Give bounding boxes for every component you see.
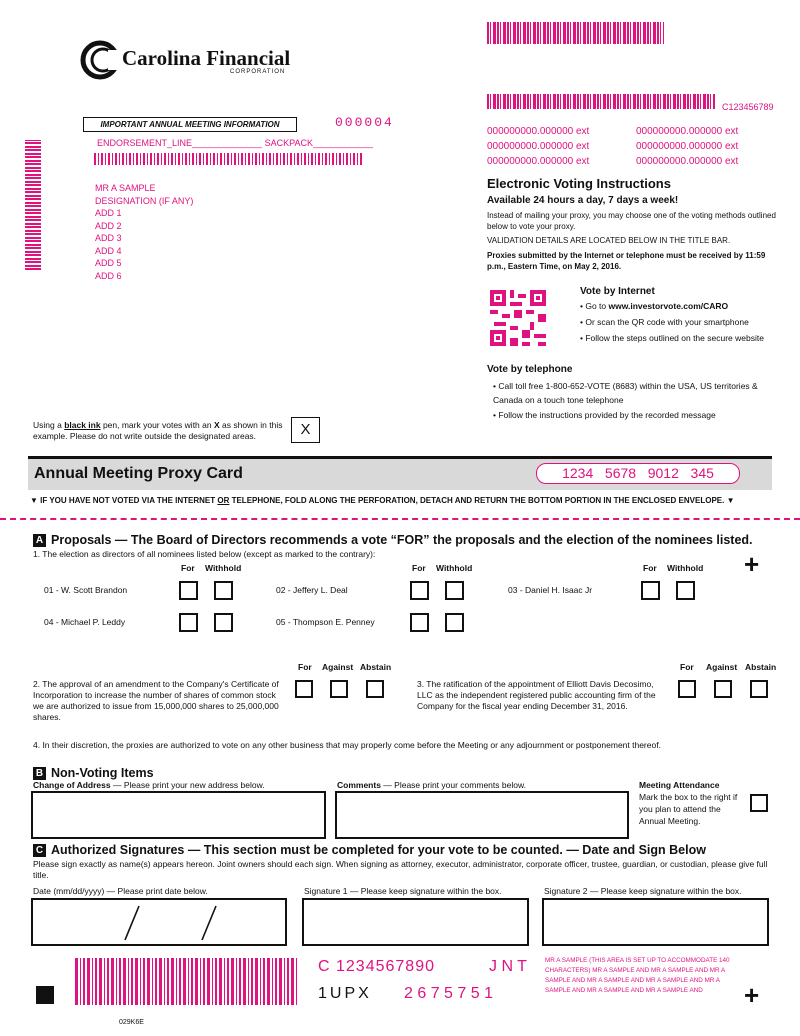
section-c-header [33, 841, 706, 859]
address-line: MR A SAMPLE [95, 183, 156, 193]
form-code: 029K6E [119, 1019, 144, 1026]
date-slash-icon [33, 900, 285, 944]
for-head: For [643, 563, 657, 573]
abstain-head: Abstain [360, 662, 392, 672]
ext-code: 000000000.000000 ext [636, 126, 739, 137]
ext-code: 000000000.000000 ext [636, 156, 739, 167]
for-head: For [181, 563, 195, 573]
comments-label: Comments — Please print your comments below. [337, 780, 526, 790]
meeting-attendance [639, 780, 744, 827]
validation-code [536, 463, 740, 484]
important-box [83, 117, 297, 132]
withhold-checkbox[interactable] [676, 581, 695, 600]
fold-instruction: ▼ IF YOU HAVE NOT VOTED VIA THE INTERNET OR TELEPHONE, FOLD ALONG THE PERFORATION, DETACH AND RETURN THE BOTTOM PORTION IN THE ENCLOSED ENVELOPE. ▼ [30, 496, 735, 505]
logo-name: Carolina Financial [122, 46, 291, 70]
down-arrow-icon: ▼ [726, 496, 735, 505]
abstain-checkbox[interactable] [366, 680, 384, 698]
nominee-label: 02 - Jeffery L. Deal [276, 585, 348, 595]
footer-barcode [75, 958, 297, 1005]
internet-step: • Or scan the QR code with your smartphone [580, 317, 790, 327]
voting-intro: Instead of mailing your proxy, you may choose one of the voting methods outlined below to vote your proxy. [487, 211, 776, 231]
plus-register-mark: + [744, 980, 760, 1010]
postal-barcode [94, 153, 362, 165]
address-block [95, 182, 193, 282]
voting-deadline: Proxies submitted by the Internet or telephone must be received by 11:59 p.m., Eastern Time, on May 2, 2016. [487, 251, 766, 271]
for-head: For [298, 662, 312, 672]
footer-jnt: J N T [489, 958, 527, 975]
against-head: Against [706, 662, 738, 672]
internet-goto: Go to [585, 301, 609, 311]
footer-control: C 1234567890 [318, 958, 435, 975]
date-label: Date (mm/dd/yyyy) — Please print date below. [33, 886, 208, 896]
endorsement-line: ENDORSEMENT_LINE______________ SACKPACK____________ [97, 138, 374, 148]
section-letter: B [33, 767, 46, 780]
example-box [291, 417, 320, 443]
vote-internet [580, 286, 790, 349]
section-a-title: Proposals — The Board of Directors recommends a vote “FOR” the proposals and the election of the nominees listed. [51, 533, 753, 547]
section-c-title: Authorized Signatures — This section must be completed for your vote to be counted. — Date and Sign Below [51, 843, 706, 857]
withhold-checkbox[interactable] [214, 613, 233, 632]
for-checkbox[interactable] [410, 581, 429, 600]
section-letter: A [33, 534, 46, 547]
voting-title: Electronic Voting Instructions [487, 176, 671, 191]
plus-register-mark: + [744, 549, 760, 579]
control-id: C123456789 [722, 102, 774, 112]
voting-subtitle: Available 24 hours a day, 7 days a week! [487, 195, 679, 206]
date-field[interactable] [31, 898, 287, 946]
proposal-3-text: 3. The ratification of the appointment of Elliott Davis Decosimo, LLC as the independent registered public accounting firm of the Company for the fiscal year ending December 31, 2016. [417, 679, 656, 711]
address-line: ADD 3 [95, 233, 122, 243]
qr-code-icon [490, 290, 546, 346]
card-title: Annual Meeting Proxy Card [34, 465, 243, 482]
phone-step: • Follow the instructions provided by the recorded message [493, 408, 777, 422]
abstain-head: Abstain [745, 662, 777, 672]
for-checkbox[interactable] [410, 613, 429, 632]
footer-code-2: 2 6 7 5 7 5 1 [404, 985, 493, 1002]
for-checkbox[interactable] [678, 680, 696, 698]
internet-step: • Follow the steps outlined on the secure website [580, 333, 790, 343]
proposal-2-text: 2. The approval of an amendment to the Company's Certificate of Incorporation to increase the number of shares of common stock we are authorized to issue from 15,000,000 shares to 25,000,000 shares. [33, 679, 279, 722]
logo-sub: CORPORATION [230, 69, 286, 75]
signature-2-field[interactable] [542, 898, 769, 946]
withhold-checkbox[interactable] [445, 613, 464, 632]
withhold-head: Withhold [205, 563, 242, 573]
abstain-checkbox[interactable] [750, 680, 768, 698]
address-line: ADD 2 [95, 220, 122, 231]
ext-code: 000000000.000000 ext [636, 141, 739, 152]
for-checkbox[interactable] [641, 581, 660, 600]
against-checkbox[interactable] [714, 680, 732, 698]
address-line: ADD 5 [95, 258, 122, 268]
barcode-second [487, 94, 715, 109]
signature-1-label: Signature 1 — Please keep signature within the box. [304, 886, 502, 896]
for-checkbox[interactable] [179, 613, 198, 632]
marking-instructions: Using a black ink pen, mark your votes with an X as shown in this example. Please do not write outside the designated areas. [33, 420, 283, 441]
for-checkbox[interactable] [295, 680, 313, 698]
proposal-1-text: 1. The election as directors of all nominees listed below (except as marked to the contrary): [33, 549, 376, 559]
section-letter: C [33, 844, 46, 857]
nominee-label: 05 - Thompson E. Penney [276, 617, 375, 627]
section-b-title: Non-Voting Items [51, 766, 154, 780]
address-line: DESIGNATION (IF ANY) [95, 195, 194, 206]
signature-1-field[interactable] [302, 898, 529, 946]
ext-code: 000000000.000000 ext [487, 126, 590, 137]
validation-digits: 1234 5678 9012 345 [562, 465, 714, 481]
internet-url[interactable]: www.investorvote.com/CARO [608, 301, 729, 311]
ext-code: 000000000.000000 ext [487, 141, 590, 152]
address-line: ADD 4 [95, 245, 122, 256]
for-checkbox[interactable] [179, 581, 198, 600]
logo [80, 40, 310, 80]
down-arrow-icon: ▼ [30, 496, 38, 505]
proposal-4-text: 4. In their discretion, the proxies are authorized to vote on any other business that may properly come before the Meeting or any adjournment or postponement thereof. [33, 740, 661, 750]
internet-step [580, 301, 790, 311]
withhold-checkbox[interactable] [445, 581, 464, 600]
barcode-vertical [25, 140, 41, 270]
change-address-label: Change of Address — Please print your new address below. [33, 780, 265, 790]
signature-2-label: Signature 2 — Please keep signature within the box. [544, 886, 742, 896]
against-head: Against [322, 662, 354, 672]
attendance-checkbox[interactable] [750, 794, 768, 812]
attendance-title: Meeting Attendance [639, 780, 720, 790]
withhold-checkbox[interactable] [214, 581, 233, 600]
phone-title: Vote by telephone [487, 364, 573, 375]
vote-telephone [487, 364, 777, 428]
sequence-number: 000004 [335, 115, 394, 130]
nominee-label: 04 - Michael P. Leddy [44, 617, 126, 627]
attendance-text: Mark the box to the right if you plan to attend the Annual Meeting. [639, 792, 738, 826]
address-line: ADD 1 [95, 208, 122, 218]
perforation-line [0, 518, 800, 520]
signature-instructions: Please sign exactly as name(s) appears hereon. Joint owners should each sign. When signing as attorney, executor, administrator, corporate officer, trustee, guardian, or custodian, please give full title. [33, 859, 768, 880]
barcode-top [487, 22, 664, 44]
section-a-header [33, 531, 753, 549]
example-mark: X [300, 421, 311, 438]
phone-step: • Call toll free 1-800-652-VOTE (8683) within the USA, US territories & Canada on a touch tone telephone [493, 379, 777, 407]
footer-sample-text: MR A SAMPLE (THIS AREA IS SET UP TO ACCOMMODATE 140 CHARACTERS) MR A SAMPLE AND MR A SAMPLE AND MR A SAMPLE AND MR A SAMPLE AND MR A SAMPLE AND MR A SAMPLE AND MR A SAMPLE AND MR A SAMPLE AND [545, 957, 730, 994]
nominee-label: 03 - Daniel H. Isaac Jr [508, 585, 593, 595]
logo-mark-icon [80, 40, 120, 80]
for-head: For [412, 563, 426, 573]
corner-marker [36, 986, 54, 1004]
for-head: For [680, 662, 694, 672]
against-checkbox[interactable] [330, 680, 348, 698]
ext-code: 000000000.000000 ext [487, 156, 590, 167]
comments-field[interactable] [335, 791, 629, 839]
important-label: IMPORTANT ANNUAL MEETING INFORMATION [100, 120, 280, 129]
nominee-label: 01 - W. Scott Brandon [44, 585, 128, 595]
voting-validation: VALIDATION DETAILS ARE LOCATED BELOW IN THE TITLE BAR. [487, 236, 731, 245]
withhold-head: Withhold [667, 563, 704, 573]
address-line: ADD 6 [95, 270, 122, 281]
title-bar [28, 456, 772, 490]
change-address-field[interactable] [31, 791, 326, 839]
footer-code-1: 1UPX [318, 985, 372, 1002]
withhold-head: Withhold [436, 563, 473, 573]
voting-instructions [487, 176, 777, 272]
internet-title: Vote by Internet [580, 286, 655, 297]
